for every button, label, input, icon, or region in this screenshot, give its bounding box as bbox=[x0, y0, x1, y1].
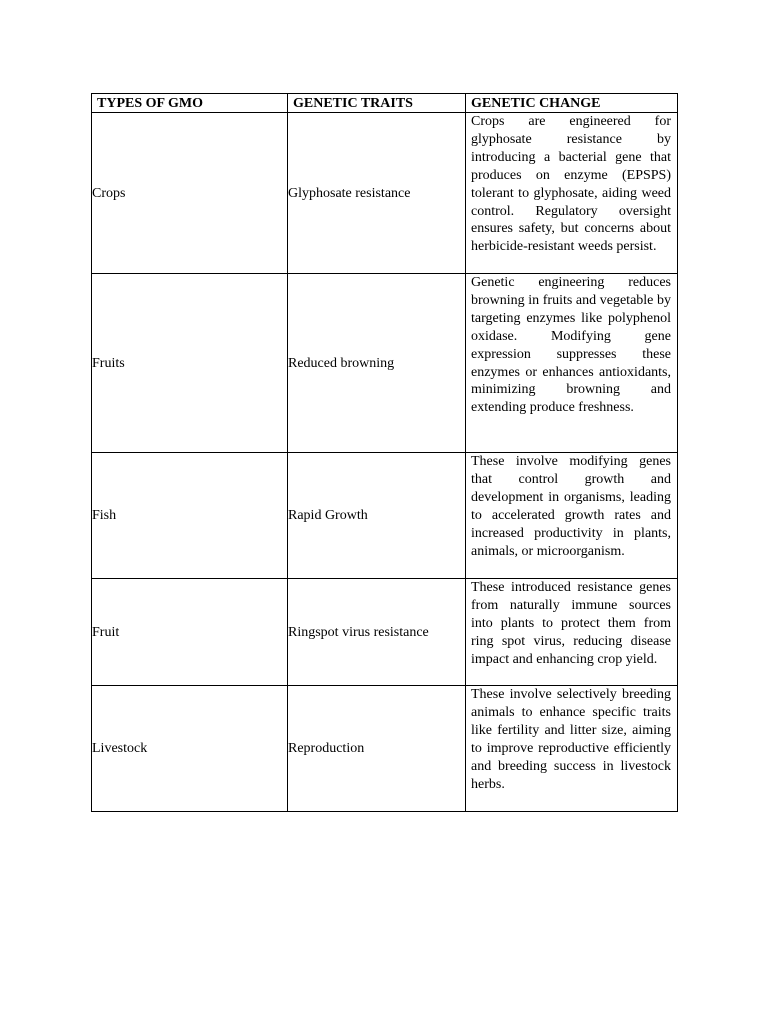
cell-change: Crops are engineered for glyphosate resistance by introducing a bacterial gene that produces on enzyme (EPSPS) tolerant to glyphosate, aiding weed control. Regulatory oversight ensures safety, but concerns about herbicide-resistant weeds persist. bbox=[466, 113, 678, 274]
cell-type: Fruits bbox=[92, 274, 288, 453]
cell-type: Fruit bbox=[92, 579, 288, 686]
cell-trait: Rapid Growth bbox=[288, 453, 466, 579]
header-genetic-change: GENETIC CHANGE bbox=[466, 94, 678, 113]
cell-trait: Ringspot virus resistance bbox=[288, 579, 466, 686]
cell-change: Genetic engineering reduces browning in fruits and vegetable by targeting enzymes like polyphenol oxidase. Modifying gene expression suppresses these enzymes or enhances antioxidants, minimizing browning and extending produce freshness. bbox=[466, 274, 678, 453]
header-genetic-traits: GENETIC TRAITS bbox=[288, 94, 466, 113]
table-row bbox=[92, 686, 678, 812]
cell-type: Livestock bbox=[92, 686, 288, 812]
header-types-of-gmo: TYPES OF GMO bbox=[92, 94, 288, 113]
table-row bbox=[92, 453, 678, 579]
cell-trait: Reduced browning bbox=[288, 274, 466, 453]
cell-trait: Glyphosate resistance bbox=[288, 113, 466, 274]
header-row bbox=[92, 94, 678, 113]
cell-change: These introduced resistance genes from naturally immune sources into plants to protect them from ring spot virus, reducing disease impact and enhancing crop yield. bbox=[466, 579, 678, 686]
cell-type: Fish bbox=[92, 453, 288, 579]
cell-change: These involve modifying genes that control growth and development in organisms, leading to accelerated growth rates and increased productivity in plants, animals, or microorganism. bbox=[466, 453, 678, 579]
gmo-table bbox=[91, 93, 678, 812]
table-row bbox=[92, 113, 678, 274]
table-row bbox=[92, 579, 678, 686]
table-row bbox=[92, 274, 678, 453]
cell-change: These involve selectively breeding animals to enhance specific traits like fertility and litter size, aiming to improve reproductive efficiently and breeding success in livestock herbs. bbox=[466, 686, 678, 812]
cell-trait: Reproduction bbox=[288, 686, 466, 812]
cell-type: Crops bbox=[92, 113, 288, 274]
